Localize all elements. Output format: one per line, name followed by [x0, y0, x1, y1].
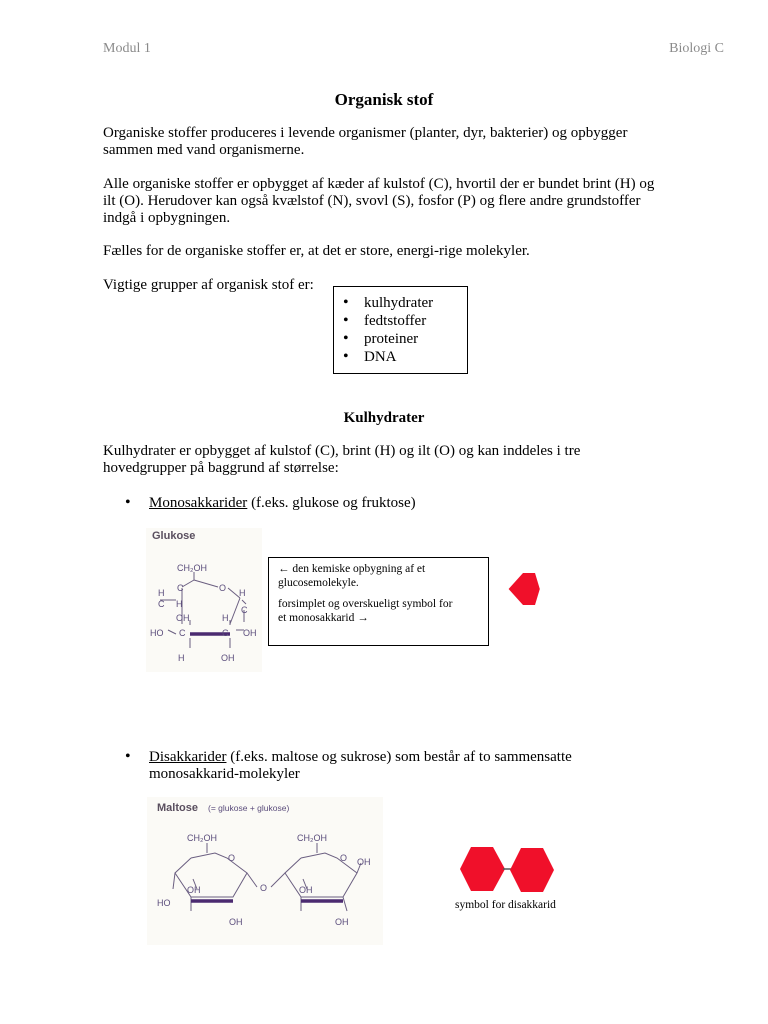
group-item: • fedtstoffer: [334, 312, 467, 330]
paragraph-1: Organiske stoffer produceres i levende organismer (planter, dyr, bakterier) og opbygger sammen med vand organismerne.: [103, 125, 628, 158]
glucose-note-box: ← den kemiske opbygning af et glucosemolekyle. forsimplet og overskueligt symbol for et monosakkarid →: [268, 557, 489, 646]
monosakkarider-item: Monosakkarider (f.eks. glukose og fruktose): [149, 495, 416, 511]
hexagon-icon: [460, 847, 505, 891]
disakkarider-term: Disakkarider: [149, 749, 227, 765]
svg-text:OH: OH: [243, 628, 257, 638]
hexagon-icon: [509, 573, 540, 605]
svg-text:O: O: [260, 883, 268, 893]
bullet-icon: •: [125, 748, 131, 765]
hexagon-icon: [510, 848, 554, 892]
monosakkarider-term: Monosakkarider: [149, 495, 248, 511]
svg-text:CH₂OH: CH₂OH: [187, 833, 217, 843]
kulhydrater-intro: Kulhydrater er opbygget af kulstof (C), brint (H) og ilt (O) og kan inddeles i tre hovedgrupper på baggrund af størrelse:: [103, 443, 581, 476]
paragraph-3: Fælles for de organiske stoffer er, at det er store, energi-rige molekyler.: [103, 243, 530, 259]
svg-text:OH: OH: [335, 917, 349, 927]
disakkarid-symbol-icon: [457, 845, 557, 897]
svg-text:OH: OH: [299, 885, 313, 895]
svg-text:C: C: [222, 628, 229, 638]
svg-text:H: H: [158, 588, 165, 598]
monosakkarid-symbol-icon: [500, 560, 588, 622]
glucose-label-ch2oh: CH₂OH: [177, 563, 207, 573]
svg-text:C: C: [241, 605, 248, 615]
paragraph-2: Alle organiske stoffer er opbygget af kæder af kulstof (C), hvortil der er bundet brint (H) og ilt (O). Herudover kan også kvælstof (N), svovl (S), fosfor (P) og flere andre grundstoffer indgå i opbygningen.: [103, 176, 655, 226]
section-heading-kulhydrater: Kulhydrater: [343, 410, 425, 426]
svg-text:H: H: [178, 653, 185, 663]
organic-groups-list: [334, 294, 467, 366]
svg-text:C: C: [179, 628, 186, 638]
header-right: Biologi C: [669, 41, 724, 56]
svg-text:HO: HO: [150, 628, 164, 638]
glucose-title: Glukose: [152, 530, 196, 542]
svg-text:C: C: [158, 599, 165, 609]
disakkarid-symbol-caption: symbol for disakkarid: [455, 899, 556, 911]
svg-text:O: O: [228, 853, 236, 863]
svg-text:H: H: [222, 613, 229, 623]
paragraph-4: Vigtige grupper af organisk stof er:: [103, 277, 314, 293]
svg-text:CH₂OH: CH₂OH: [297, 833, 327, 843]
maltose-subtitle: (= glukose + glukose): [208, 803, 290, 813]
group-item: • kulhydrater: [334, 294, 467, 312]
svg-text:OH: OH: [357, 857, 371, 867]
maltose-title: Maltose: [157, 802, 198, 814]
svg-text:OH: OH: [187, 885, 201, 895]
svg-text:O: O: [340, 853, 348, 863]
svg-text:OH: OH: [176, 613, 190, 623]
svg-text:C: C: [177, 583, 184, 593]
glucose-structure-image: [146, 528, 262, 672]
svg-text:OH: OH: [221, 653, 235, 663]
svg-text:OH: OH: [229, 917, 243, 927]
svg-text:H: H: [176, 599, 183, 609]
bullet-icon: •: [125, 494, 131, 511]
svg-text:O: O: [219, 583, 227, 593]
svg-text:H: H: [239, 588, 246, 598]
disakkarider-item: Disakkarider (f.eks. maltose og sukrose) som består af to sammensatte monosakkarid-molekyler: [149, 749, 572, 782]
svg-text:HO: HO: [157, 898, 171, 908]
organic-groups-box: [333, 286, 468, 374]
maltose-structure-image: [147, 797, 383, 945]
group-item: • DNA: [334, 348, 467, 366]
page-title: Organisk stof: [334, 90, 434, 109]
group-item: • proteiner: [334, 330, 467, 348]
header-left: Modul 1: [103, 41, 151, 56]
